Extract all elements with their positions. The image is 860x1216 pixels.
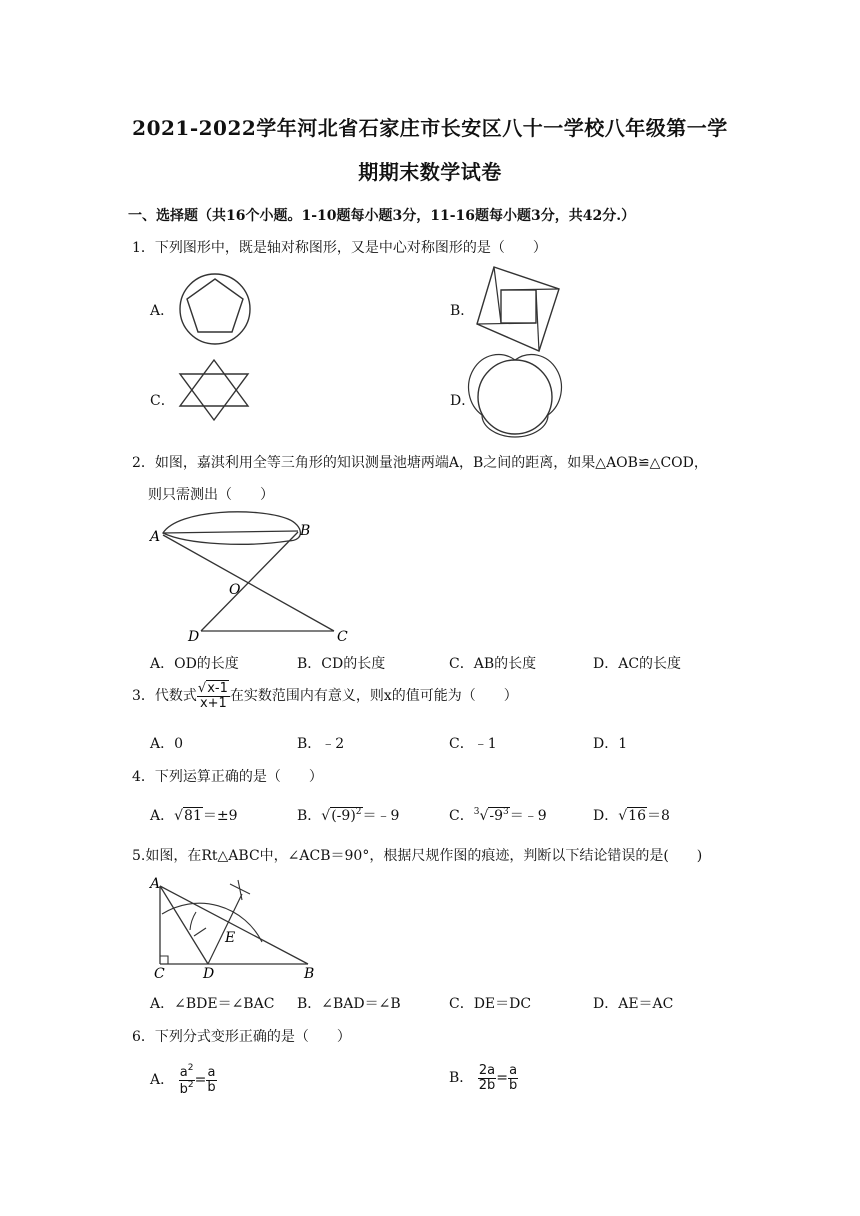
q6-b-eq: = <box>496 1070 509 1087</box>
q6-a-den: b <box>179 1081 188 1097</box>
q3-option-b: B．﹣2 <box>297 736 345 752</box>
q4-c-radicand: -9 <box>489 808 504 824</box>
q3-option-d: D．1 <box>593 736 628 752</box>
q5-option-a: A．∠BDE＝∠BAC <box>150 996 275 1012</box>
q4-b-radicand: (-9) <box>331 808 356 824</box>
q4-option-b: B．$√(-9)^2=﹣9$ <box>297 807 400 824</box>
q6-a-rnum: a <box>207 1065 216 1080</box>
q2-label-c: C <box>337 629 348 645</box>
q5-option-b: B．∠BAD＝∠B <box>297 996 401 1012</box>
q6-a-right-fraction <box>206 1066 216 1094</box>
q2-figure <box>148 505 348 645</box>
q1-figure-d <box>476 358 554 436</box>
q4-c-exponent: 3 <box>503 807 509 817</box>
q6-a-label: A． <box>150 1072 175 1089</box>
q3-frac-num: x-1 <box>207 681 228 696</box>
q5-label-d: D <box>203 966 215 982</box>
q1-stem: 1．下列图形中，既是轴对称图形，又是中心对称图形的是（ ） <box>132 240 547 256</box>
q2-label-o: O <box>229 582 241 598</box>
exam-title-line1: 2021-2022学年河北省石家庄市长安区八十一学校八年级第一学 <box>132 116 728 140</box>
q3-stem <box>132 682 518 710</box>
q5-stem: 5.如图，在Rt△ABC中，∠ACB＝90°，根据尺规作图的痕迹，判断以下结论错误的是( ) <box>132 848 703 864</box>
q4-a-label: A． <box>150 808 175 824</box>
q2-option-b: B．CD的长度 <box>297 656 386 672</box>
q5-option-d: D．AE＝AC <box>593 996 674 1012</box>
q6-b-den: 2b <box>478 1077 496 1093</box>
q3-option-c: C．﹣1 <box>449 736 497 752</box>
q4-option-a: A．√81＝±9 <box>150 808 238 824</box>
q6-b-num: 2a <box>478 1063 496 1078</box>
q3-stem-suffix: 在实数范围内有意义，则x的值可能为（ ） <box>229 688 518 705</box>
q3-fraction: $\frac{√x-1}{x+1}$ <box>197 681 228 711</box>
q5-label-a: A <box>150 876 161 892</box>
q4-c-label: C． <box>449 808 474 824</box>
q4-option-c: C．$^3√-9^3=﹣9$ <box>449 807 547 824</box>
q6-b-right-fraction <box>508 1064 518 1092</box>
q4-b-rest: ＝﹣9 <box>362 808 400 824</box>
q3-option-a: A．0 <box>150 736 184 752</box>
q6-a-num-exp: 2 <box>187 1063 194 1073</box>
section-heading: 一、选择题（共16个小题。1-10题每小题3分，11-16题每小题3分，共42分.） <box>128 208 636 224</box>
q6-b-label: B． <box>449 1070 474 1087</box>
q6-stem: 6．下列分式变形正确的是（ ） <box>132 1029 351 1045</box>
q6-a-den-exp: 2 <box>187 1079 194 1090</box>
q6-b-left-fraction <box>478 1064 497 1092</box>
exam-title-line2: 期期末数学试卷 <box>358 160 502 184</box>
q1-label-d: D． <box>450 393 476 409</box>
q1-label-b: B． <box>450 303 475 319</box>
q3-stem-prefix: 3．代数式 <box>132 688 197 705</box>
q4-a-rest: ＝±9 <box>202 808 238 824</box>
q2-label-b: B <box>300 523 311 539</box>
q5-label-c: C <box>154 966 165 982</box>
q4-d-label: D． <box>593 808 619 824</box>
q4-c-index: 3 <box>473 807 480 817</box>
q6-a-rden: b <box>207 1079 216 1095</box>
q5-figure <box>150 874 325 982</box>
q2-stem-line1: 2．如图，嘉淇利用全等三角形的知识测量池塘两端A，B之间的距离，如果△AOB≌△COD， <box>132 455 708 471</box>
q4-a-radicand: 81 <box>184 808 202 824</box>
q4-d-rest: ＝8 <box>646 808 670 824</box>
q4-option-d: D．√16＝8 <box>593 808 670 824</box>
q6-option-b <box>449 1064 518 1092</box>
q6-b-rnum: a <box>509 1063 518 1078</box>
q4-b-exponent: 2 <box>355 807 362 817</box>
q6-a-eq: = <box>194 1072 207 1089</box>
q6-b-rden: b <box>509 1077 518 1093</box>
q2-option-d: D．AC的长度 <box>593 656 682 672</box>
q1-figure-b <box>474 264 564 354</box>
q3-frac-den: x+1 <box>199 695 227 711</box>
q2-label-a: A <box>150 529 161 545</box>
q6-option-a <box>150 1064 217 1096</box>
q2-option-a: A．OD的长度 <box>150 656 239 672</box>
q1-label-a: A． <box>150 303 175 319</box>
q2-option-c: C．AB的长度 <box>449 656 537 672</box>
q1-label-c: C． <box>150 393 175 409</box>
q4-b-label: B． <box>297 808 322 824</box>
q4-stem: 4．下列运算正确的是（ ） <box>132 769 323 785</box>
q4-c-rest: ＝﹣9 <box>509 808 547 824</box>
q5-option-c: C．DE＝DC <box>449 996 532 1012</box>
q2-label-d: D <box>188 629 200 645</box>
q1-figure-a <box>178 272 252 346</box>
q6-a-left-fraction <box>179 1064 195 1096</box>
q5-label-e: E <box>225 930 236 946</box>
q1-figure-c <box>176 358 252 422</box>
q5-label-b: B <box>304 966 315 982</box>
q6-a-num: a <box>179 1065 188 1080</box>
q2-stem-line2: 则只需测出（ ） <box>148 487 274 503</box>
q4-d-radicand: 16 <box>628 808 646 824</box>
